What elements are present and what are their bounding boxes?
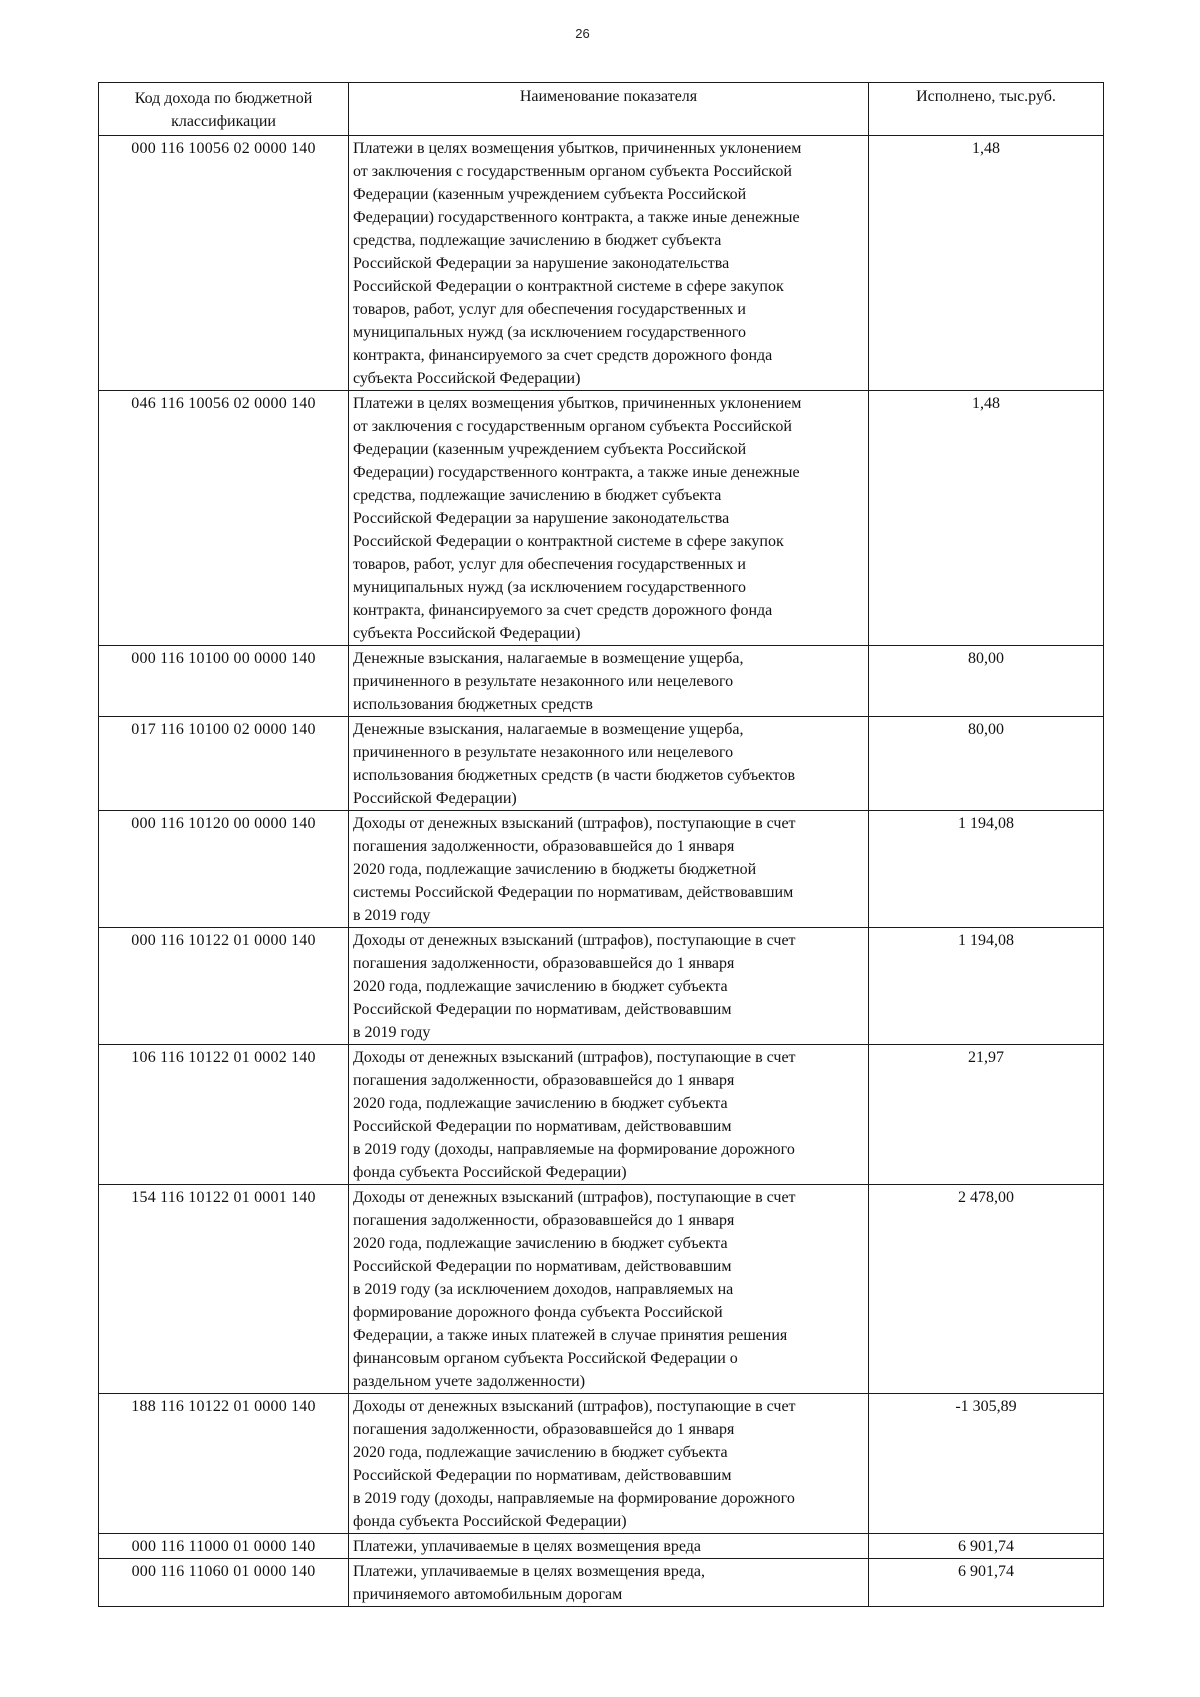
indicator-name-line: Российской Федерации) (353, 790, 517, 807)
indicator-name-line: причиняемого автомобильным дорогам (353, 1586, 623, 1603)
income-code: 000 116 11060 01 0000 140 (99, 1559, 349, 1607)
indicator-name (349, 717, 869, 811)
table-row (99, 928, 1104, 1045)
header-code (99, 83, 349, 136)
executed-amount: 6 901,74 (869, 1534, 1104, 1559)
indicator-name-line: Денежные взыскания, налагаемые в возмещение ущерба, (353, 650, 744, 667)
indicator-name-line: Российской Федерации за нарушение законодательства (353, 510, 730, 527)
indicator-name-line: 2020 года, подлежащие зачислению в бюджет субъекта (353, 1235, 728, 1252)
indicator-name-line: использования бюджетных средств (в части бюджетов субъектов (353, 767, 795, 784)
indicator-name-line: в 2019 году (доходы, направляемые на формирование дорожного (353, 1490, 795, 1507)
table-row (99, 811, 1104, 928)
indicator-name-line: в 2019 году (доходы, направляемые на формирование дорожного (353, 1141, 795, 1158)
executed-amount: -1 305,89 (869, 1394, 1104, 1534)
indicator-name (349, 1534, 869, 1559)
indicator-name-line: Платежи в целях возмещения убытков, причиненных уклонением (353, 395, 802, 412)
indicator-name-line: погашения задолженности, образовавшейся до 1 января (353, 838, 735, 855)
revenue-table (98, 82, 1104, 1607)
indicator-name (349, 811, 869, 928)
indicator-name-line: Денежные взыскания, налагаемые в возмещение ущерба, (353, 721, 744, 738)
indicator-name-line: погашения задолженности, образовавшейся до 1 января (353, 955, 735, 972)
header-amount: Исполнено, тыс.руб. (869, 83, 1104, 136)
executed-amount: 21,97 (869, 1045, 1104, 1185)
table-body (99, 136, 1104, 1607)
indicator-name-line: Российской Федерации по нормативам, действовавшим (353, 1118, 732, 1135)
indicator-name-line: муниципальных нужд (за исключением государственного (353, 579, 746, 596)
indicator-name-line: 2020 года, подлежащие зачислению в бюджет субъекта (353, 1095, 728, 1112)
income-code: 106 116 10122 01 0002 140 (99, 1045, 349, 1185)
indicator-name-line: 2020 года, подлежащие зачислению в бюджеты бюджетной (353, 861, 757, 878)
table-row (99, 717, 1104, 811)
table-row (99, 1394, 1104, 1534)
indicator-name-line: использования бюджетных средств (353, 696, 593, 713)
indicator-name-line: Федерации, а также иных платежей в случае принятия решения (353, 1327, 788, 1344)
indicator-name-line: погашения задолженности, образовавшейся до 1 января (353, 1072, 735, 1089)
table-header (99, 83, 1104, 136)
indicator-name-line: Федерации (казенным учреждением субъекта Российской (353, 441, 747, 458)
indicator-name-line: формирование дорожного фонда субъекта Российской (353, 1304, 723, 1321)
table-row (99, 1559, 1104, 1607)
header-code-line: классификации (171, 113, 276, 130)
indicator-name-line: Платежи в целях возмещения убытков, причиненных уклонением (353, 140, 802, 157)
indicator-name-line: погашения задолженности, образовавшейся до 1 января (353, 1212, 735, 1229)
indicator-name-line: Федерации (казенным учреждением субъекта Российской (353, 186, 747, 203)
indicator-name (349, 1185, 869, 1394)
indicator-name-line: Федерации) государственного контракта, а также иные денежные (353, 464, 800, 481)
executed-amount: 1 194,08 (869, 811, 1104, 928)
indicator-name-line: средства, подлежащие зачислению в бюджет субъекта (353, 487, 722, 504)
indicator-name-line: причиненного в результате незаконного или нецелевого (353, 673, 734, 690)
indicator-name (349, 1394, 869, 1534)
indicator-name-line: Федерации) государственного контракта, а также иные денежные (353, 209, 800, 226)
executed-amount: 1,48 (869, 136, 1104, 391)
indicator-name-line: Российской Федерации о контрактной системе в сфере закупок (353, 533, 784, 550)
indicator-name-line: Российской Федерации по нормативам, действовавшим (353, 1258, 732, 1275)
table-row (99, 1185, 1104, 1394)
header-name: Наименование показателя (349, 83, 869, 136)
indicator-name-line: Доходы от денежных взысканий (штрафов), поступающие в счет (353, 1398, 796, 1415)
indicator-name-line: товаров, работ, услуг для обеспечения государственных и (353, 301, 746, 318)
table-row (99, 1534, 1104, 1559)
indicator-name-line: субъекта Российской Федерации) (353, 625, 581, 642)
indicator-name-line: от заключения с государственным органом субъекта Российской (353, 163, 792, 180)
header-code-line: Код дохода по бюджетной (134, 90, 313, 107)
indicator-name-line: в 2019 году (за исключением доходов, направляемых на (353, 1281, 734, 1298)
indicator-name-line: фонда субъекта Российской Федерации) (353, 1513, 627, 1530)
executed-amount: 6 901,74 (869, 1559, 1104, 1607)
income-code: 000 116 10120 00 0000 140 (99, 811, 349, 928)
indicator-name-line: Российской Федерации о контрактной системе в сфере закупок (353, 278, 784, 295)
income-code: 000 116 11000 01 0000 140 (99, 1534, 349, 1559)
executed-amount: 80,00 (869, 646, 1104, 717)
indicator-name (349, 136, 869, 391)
indicator-name-line: системы Российской Федерации по нормативам, действовавшим (353, 884, 794, 901)
table-row (99, 391, 1104, 646)
income-code: 000 116 10056 02 0000 140 (99, 136, 349, 391)
indicator-name-line: Платежи, уплачиваемые в целях возмещения вреда (353, 1538, 701, 1555)
indicator-name-line: от заключения с государственным органом субъекта Российской (353, 418, 792, 435)
indicator-name-line: товаров, работ, услуг для обеспечения государственных и (353, 556, 746, 573)
indicator-name-line: Доходы от денежных взысканий (штрафов), поступающие в счет (353, 815, 796, 832)
income-code: 000 116 10122 01 0000 140 (99, 928, 349, 1045)
indicator-name-line: 2020 года, подлежащие зачислению в бюджет субъекта (353, 978, 728, 995)
indicator-name-line: раздельном учете задолженности) (353, 1373, 586, 1390)
indicator-name-line: в 2019 году (353, 907, 431, 924)
indicator-name (349, 646, 869, 717)
indicator-name-line: Платежи, уплачиваемые в целях возмещения вреда, (353, 1563, 705, 1580)
indicator-name-line: контракта, финансируемого за счет средств дорожного фонда (353, 347, 773, 364)
executed-amount: 1,48 (869, 391, 1104, 646)
income-code: 017 116 10100 02 0000 140 (99, 717, 349, 811)
indicator-name-line: Российской Федерации по нормативам, действовавшим (353, 1001, 732, 1018)
executed-amount: 80,00 (869, 717, 1104, 811)
header-row (99, 83, 1104, 136)
indicator-name-line: средства, подлежащие зачислению в бюджет субъекта (353, 232, 722, 249)
executed-amount: 1 194,08 (869, 928, 1104, 1045)
income-code: 188 116 10122 01 0000 140 (99, 1394, 349, 1534)
indicator-name-line: муниципальных нужд (за исключением государственного (353, 324, 746, 341)
indicator-name-line: Доходы от денежных взысканий (штрафов), поступающие в счет (353, 932, 796, 949)
indicator-name-line: фонда субъекта Российской Федерации) (353, 1164, 627, 1181)
income-code: 000 116 10100 00 0000 140 (99, 646, 349, 717)
indicator-name (349, 1559, 869, 1607)
page-number: 26 (575, 26, 590, 41)
indicator-name-line: Доходы от денежных взысканий (штрафов), поступающие в счет (353, 1189, 796, 1206)
income-code: 046 116 10056 02 0000 140 (99, 391, 349, 646)
indicator-name (349, 391, 869, 646)
indicator-name-line: контракта, финансируемого за счет средств дорожного фонда (353, 602, 773, 619)
indicator-name-line: Российской Федерации за нарушение законодательства (353, 255, 730, 272)
table-row (99, 136, 1104, 391)
indicator-name-line: погашения задолженности, образовавшейся до 1 января (353, 1421, 735, 1438)
indicator-name-line: 2020 года, подлежащие зачислению в бюджет субъекта (353, 1444, 728, 1461)
indicator-name-line: в 2019 году (353, 1024, 431, 1041)
indicator-name-line: Доходы от денежных взысканий (штрафов), поступающие в счет (353, 1049, 796, 1066)
indicator-name (349, 928, 869, 1045)
indicator-name (349, 1045, 869, 1185)
indicator-name-line: Российской Федерации по нормативам, действовавшим (353, 1467, 732, 1484)
executed-amount: 2 478,00 (869, 1185, 1104, 1394)
table-row (99, 1045, 1104, 1185)
indicator-name-line: причиненного в результате незаконного или нецелевого (353, 744, 734, 761)
indicator-name-line: финансовым органом субъекта Российской Федерации о (353, 1350, 738, 1367)
table-row (99, 646, 1104, 717)
income-code: 154 116 10122 01 0001 140 (99, 1185, 349, 1394)
indicator-name-line: субъекта Российской Федерации) (353, 370, 581, 387)
